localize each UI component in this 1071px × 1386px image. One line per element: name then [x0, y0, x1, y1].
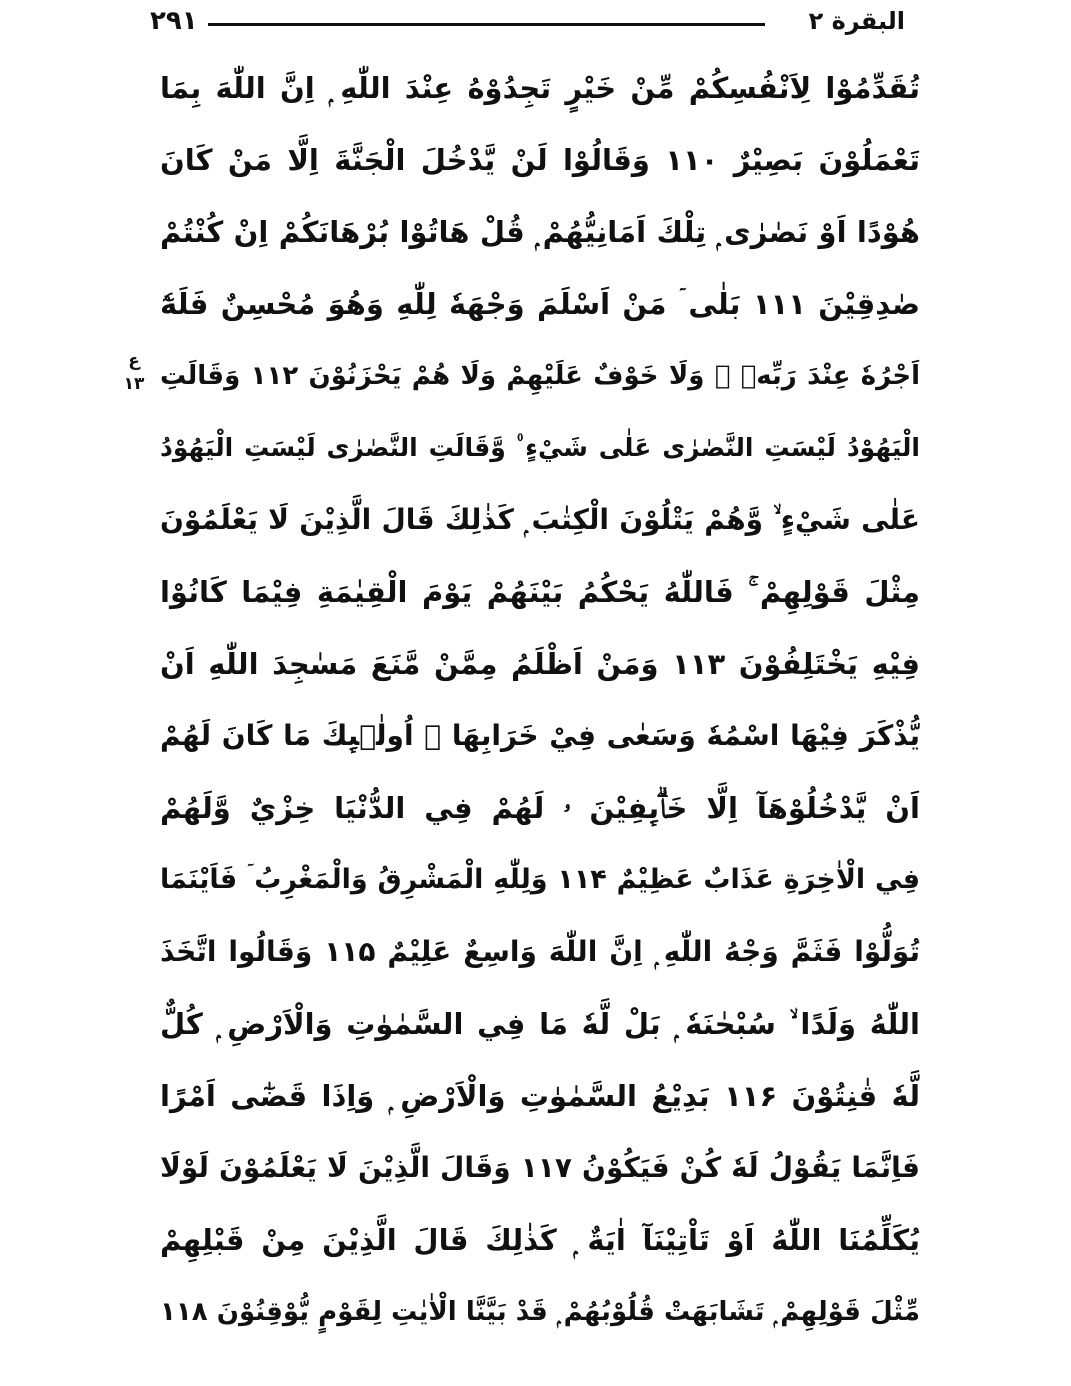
verse-line: فِي الْاٰخِرَةِ عَذَابٌ عَظِيْمٌ ۱۱۴ وَلِلّٰهِ الْمَشْرِقُ وَالْمَغْرِبُ ۤ فَاَيْنَمَا: [160, 864, 920, 895]
verse-line: صٰدِقِيْنَ ۱۱۱ بَلٰى ۤ مَنْ اَسْلَمَ وَجْهَهٗ لِلّٰهِ وَهُوَ مُحْسِنٌ فَلَهٗٓ: [160, 287, 920, 321]
verse-line: مِّثْلَ قَوْلِهِمْ ۭ تَشَابَهَتْ قُلُوْبُهُمْ ۭ قَدْ بَيَّنَّا الْاٰيٰتِ لِقَوْمٍ يُّوْقِنُوْنَ ۱۱۸: [160, 1297, 920, 1327]
page-number: ۲۹۱: [150, 6, 198, 36]
verse-line: لَّهٗ قٰنِتُوْنَ ۱۱۶ بَدِيْعُ السَّمٰوٰتِ وَالْاَرْضِ ۭ وَاِذَا قَضٰٓى اَمْرًا: [160, 1079, 920, 1113]
verse-line: عَلٰى شَيْءٍ ۙ وَّهُمْ يَتْلُوْنَ الْكِتٰبَ ۭ كَذٰلِكَ قَالَ الَّذِيْنَ لَا يَعْلَمُوْنَ: [160, 503, 920, 536]
surah-name: البقرة ۲: [808, 7, 905, 35]
verse-line: اَجْرُهٗ عِنْدَ رَبِّهٖ ۠ وَلَا خَوْفٌ عَلَيْهِمْ وَلَا هُمْ يَحْزَنُوْنَ ۱۱۲ وَقَالَتِ: [160, 361, 920, 391]
verse-line: مِثْلَ قَوْلِهِمْ ۚ فَاللّٰهُ يَحْكُمُ بَيْنَهُمْ يَوْمَ الْقِيٰمَةِ فِيْمَا كَانُوْا: [160, 575, 920, 609]
verse-line: تُقَدِّمُوْا لِاَنْفُسِكُمْ مِّنْ خَيْرٍ تَجِدُوْهُ عِنْدَ اللّٰهِ ۭ اِنَّ اللّٰهَ بِمَا: [160, 71, 920, 105]
header-rule: [208, 23, 765, 26]
verse-line: فَاِنَّمَا يَقُوْلُ لَهٗ كُنْ فَيَكُوْنُ ۱۱۷ وَقَالَ الَّذِيْنَ لَا يَعْلَمُوْنَ لَوْلَا: [160, 1151, 920, 1184]
verse-line: فِيْهِ يَخْتَلِفُوْنَ ۱۱۳ وَمَنْ اَظْلَمُ مِمَّنْ مَّنَعَ مَسٰجِدَ اللّٰهِ اَنْ: [160, 647, 920, 681]
verse-line: الْيَهُوْدُ لَيْسَتِ النَّصٰرٰى عَلٰى شَيْءٍ ۠ وَّقَالَتِ النَّصٰرٰى لَيْسَتِ الْيَهُوْدُ: [160, 433, 920, 462]
verse-line: هُوْدًا اَوْ نَصٰرٰى ۭ تِلْكَ اَمَانِيُّهُمْ ۭ قُلْ هَاتُوْا بُرْهَانَكُمْ اِنْ كُنْتُمْ: [160, 215, 920, 249]
verse-line: اللّٰهُ وَلَدًا ۙ سُبْحٰنَهٗ ۭ بَلْ لَّهٗ مَا فِي السَّمٰوٰتِ وَالْاَرْضِ ۭ كُلٌّ: [160, 1007, 920, 1041]
ruku-number: ۱۳: [123, 374, 145, 394]
verse-line: تُوَلُّوْا فَثَمَّ وَجْهُ اللّٰهِ ۭ اِنَّ اللّٰهَ وَاسِعٌ عَلِيْمٌ ۱۱۵ وَقَالُوا اتَّخَذَ: [160, 935, 920, 968]
ruku-margin-mark: [118, 350, 150, 396]
page-header: [150, 4, 905, 38]
verse-line: تَعْمَلُوْنَ بَصِيْرٌ ۱۱۰ وَقَالُوْا لَنْ يَّدْخُلَ الْجَنَّةَ اِلَّا مَنْ كَانَ: [160, 143, 920, 177]
verse-text-block: [160, 52, 920, 1348]
verse-line: يُكَلِّمُنَا اللّٰهُ اَوْ تَاْتِيْنَآ اٰيَةٌ ۭ كَذٰلِكَ قَالَ الَّذِيْنَ مِنْ قَبْلِهِمْ: [160, 1223, 920, 1257]
verse-line: اَنْ يَّدْخُلُوْهَآ اِلَّا خَاۗىِٕفِيْنَ ۥ لَهُمْ فِي الدُّنْيَا خِزْيٌ وَّلَهُمْ: [160, 791, 920, 825]
verse-line: يُّذْكَرَ فِيْهَا اسْمُهٗ وَسَعٰى فِيْ خَرَابِهَا ۭ اُولٰۗىِٕكَ مَا كَانَ لَهُمْ: [160, 719, 920, 752]
ruku-letter: ع: [128, 351, 140, 371]
